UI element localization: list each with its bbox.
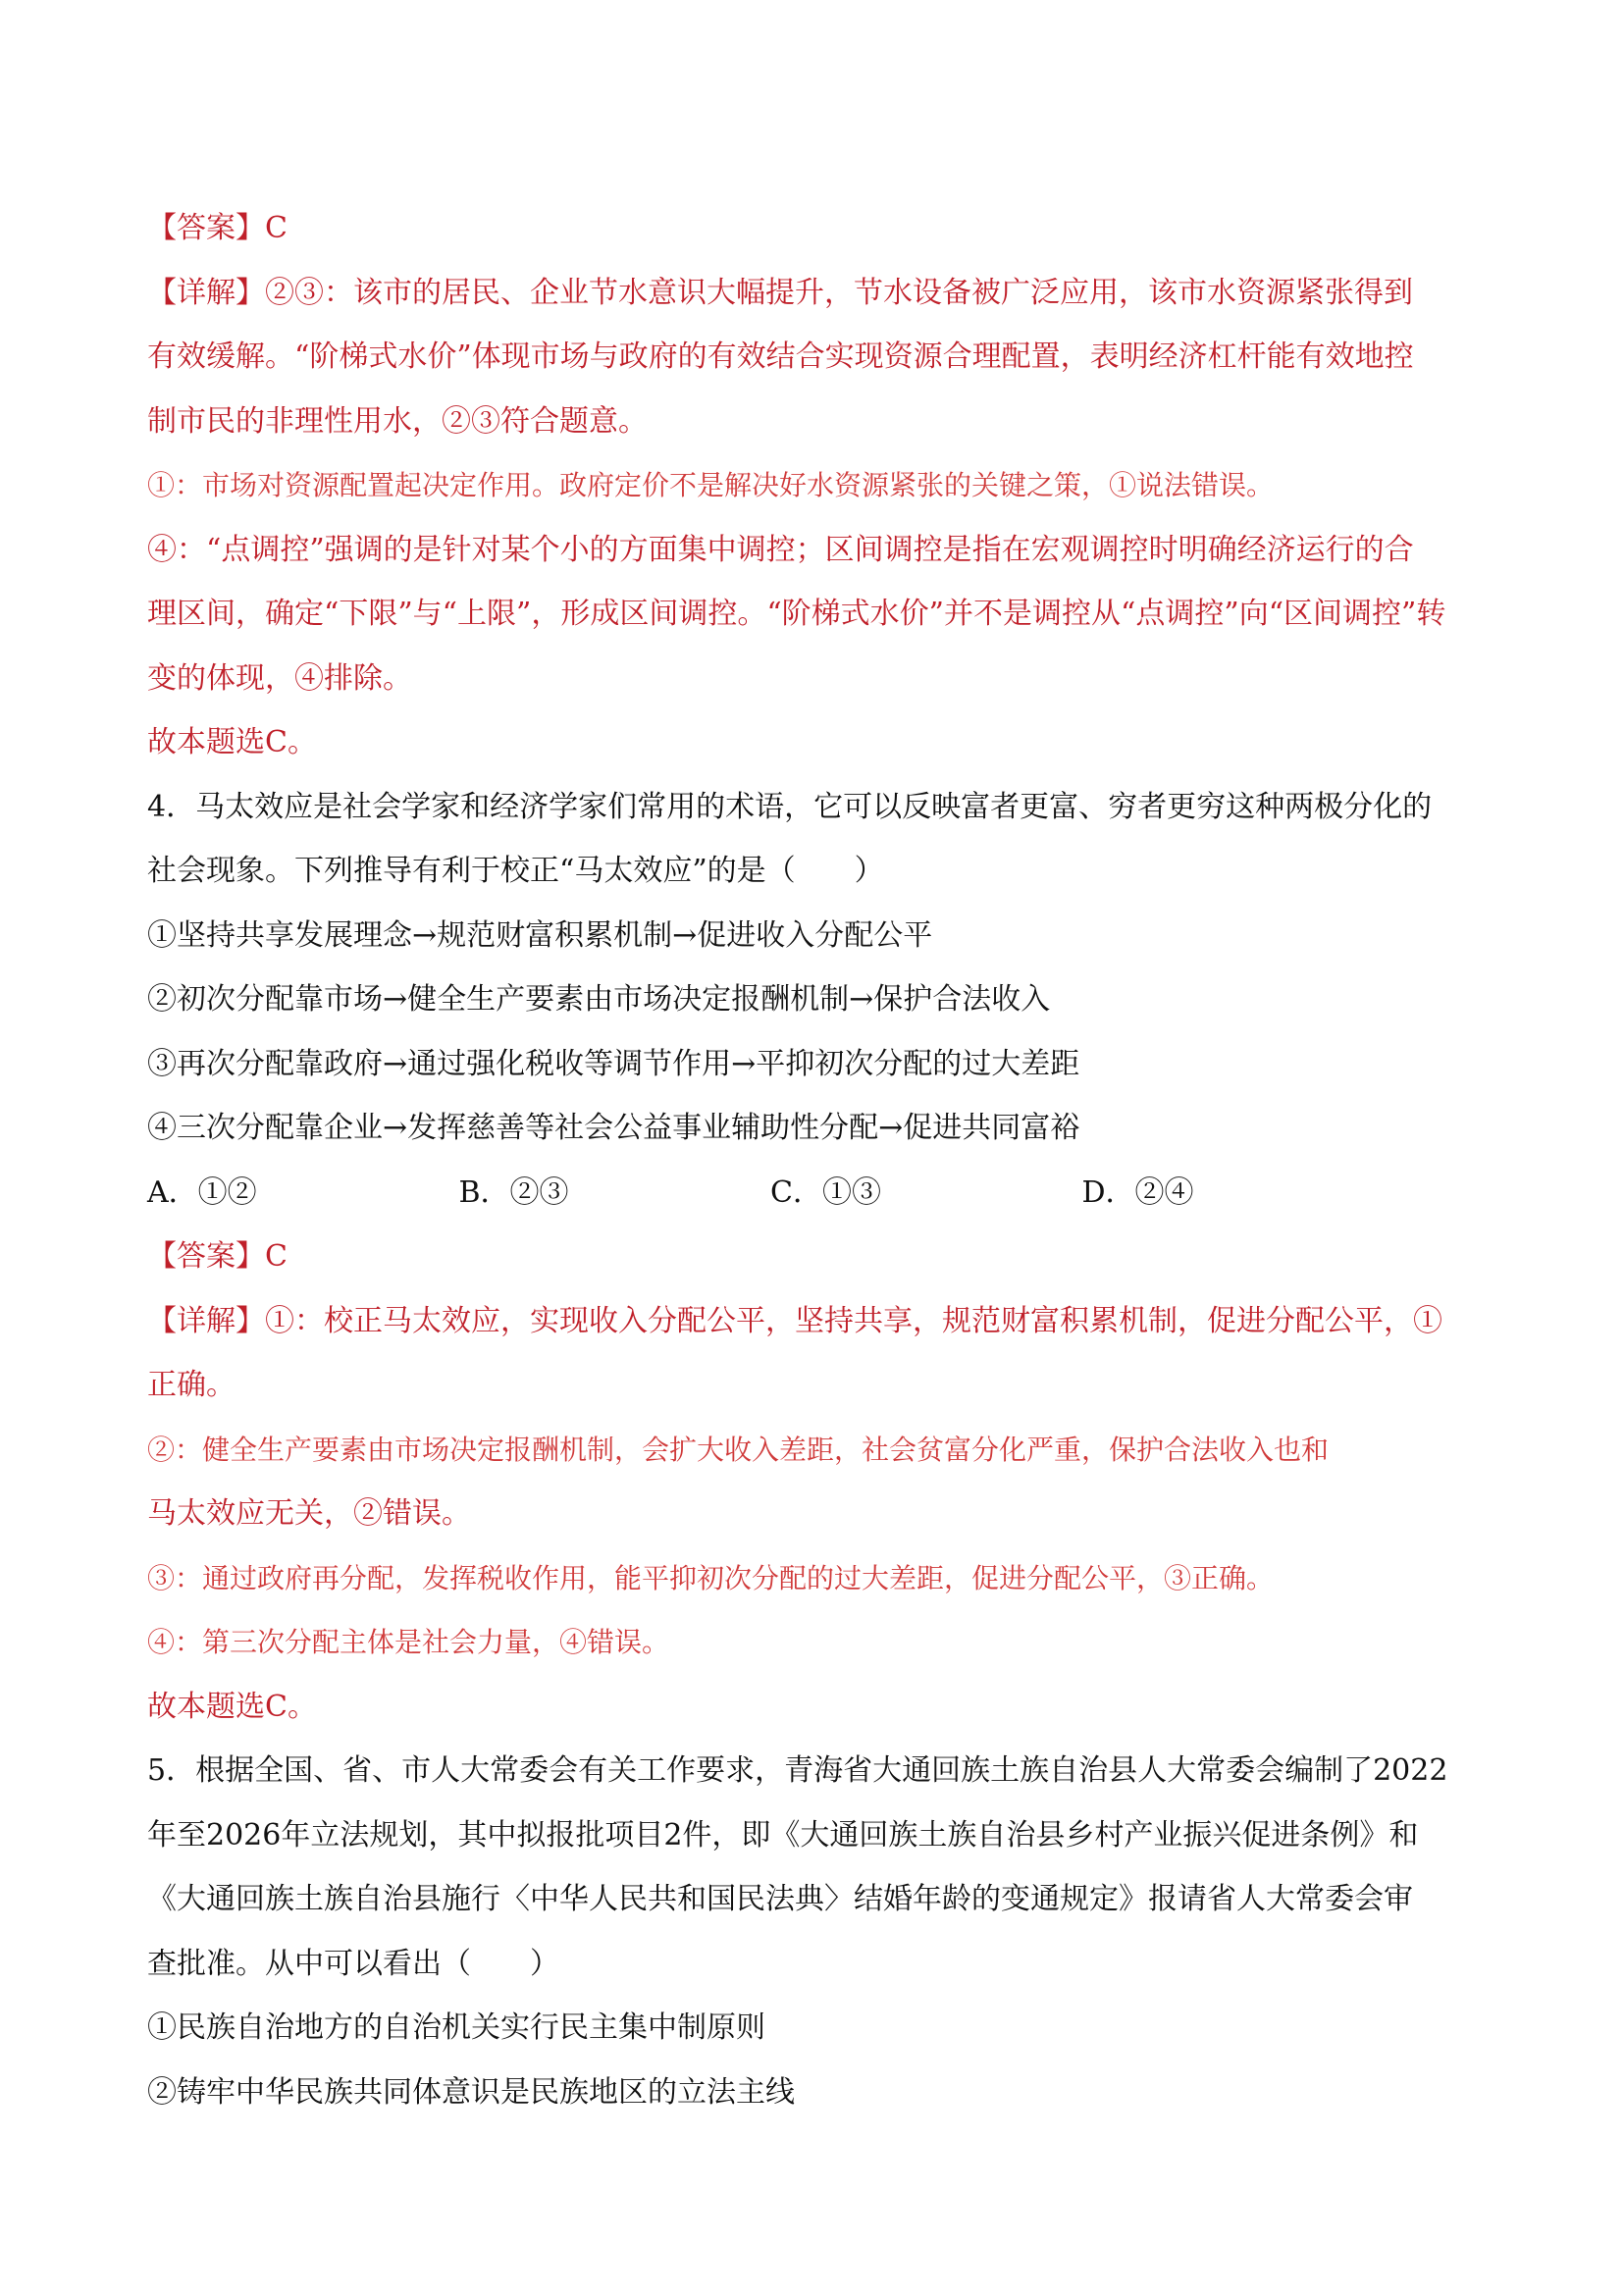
q4-note-3: ③：通过政府再分配，发挥税收作用，能平抑初次分配的过大差距，促进分配公平，③正确。 [147, 1561, 1275, 1594]
q4-statement-2: ②初次分配靠市场→健全生产要素由市场决定报酬机制→保护合法收入 [147, 982, 1051, 1017]
page-content [147, 196, 1448, 2124]
q4-detail-line-1: 【详解】①：校正马太效应，实现收入分配公平，坚持共享，规范财富积累机制，促进分配公平，① [147, 1303, 1442, 1338]
q3-detail-line-3: 制市民的非理性用水，②③符合题意。 [147, 403, 648, 439]
q4-option-c: C．①③ [770, 1174, 881, 1210]
q3-answer: 【答案】C [147, 211, 288, 245]
q4-conclusion: 故本题选C。 [147, 1689, 317, 1724]
q3-conclusion: 故本题选C。 [147, 725, 317, 759]
q4-statement-4: ④三次分配靠企业→发挥慈善等社会公益事业辅助性分配→促进共同富裕 [147, 1111, 1080, 1145]
q5-stem-line-1: 5．根据全国、省、市人大常委会有关工作要求，青海省大通回族土族自治县人大常委会编制了2022 [147, 1753, 1448, 1788]
q5-stem-line-4: 查批准。从中可以看出（ ） [147, 1946, 559, 1981]
q5-stem-line-3: 《大通回族土族自治县施行〈中华人民共和国民法典〉结婚年龄的变通规定》报请省人大常委会审 [147, 1882, 1413, 1916]
q4-note-2-line-1: ②：健全生产要素由市场决定报酬机制，会扩大收入差距，社会贫富分化严重，保护合法收入也和 [147, 1433, 1330, 1466]
q4-option-b: B．②③ [458, 1174, 569, 1210]
q4-options [147, 1161, 1393, 1226]
q4-option-d: D．②④ [1081, 1174, 1194, 1210]
q3-detail-line-2: 有效缓解。“阶梯式水价”体现市场与政府的有效结合实现资源合理配置，表明经济杠杆能有效地控 [147, 339, 1414, 374]
q4-statement-3: ③再次分配靠政府→通过强化税收等调节作用→平抑初次分配的过大差距 [147, 1046, 1080, 1081]
q4-answer: 【答案】C [147, 1239, 288, 1274]
q3-note-4-line-2: 理区间，确定“下限”与“上限”，形成区间调控。“阶梯式水价”并不是调控从“点调控”向“区间调控”转 [147, 597, 1446, 631]
q4-stem-line-1: 4．马太效应是社会学家和经济学家们常用的术语，它可以反映富者更富、穷者更穷这种两极分化的 [147, 789, 1433, 824]
q3-note-1: ①：市场对资源配置起决定作用。政府定价不是解决好水资源紧张的关键之策，①说法错误。 [147, 469, 1275, 501]
q4-statement-1: ①坚持共享发展理念→规范财富积累机制→促进收入分配公平 [147, 917, 933, 953]
q4-option-a: A．①② [147, 1174, 257, 1210]
q5-statement-1: ①民族自治地方的自治机关实行民主集中制原则 [147, 2010, 765, 2045]
q4-note-4: ④：第三次分配主体是社会力量，④错误。 [147, 1626, 670, 1658]
q5-stem-line-2: 年至2026年立法规划，其中拟报批项目2件，即《大通回族土族自治县乡村产业振兴促进条例》和 [147, 1817, 1419, 1852]
q5-statement-2: ②铸牢中华民族共同体意识是民族地区的立法主线 [147, 2074, 795, 2110]
q3-note-4-line-3: 变的体现，④排除。 [147, 660, 412, 696]
q4-detail-line-2: 正确。 [147, 1368, 236, 1402]
q4-stem-line-2: 社会现象。下列推导有利于校正“马太效应”的是（ ） [147, 854, 884, 888]
q3-note-4-line-1: ④：“点调控”强调的是针对某个小的方面集中调控；区间调控是指在宏观调控时明确经济运行的合 [147, 532, 1414, 567]
q4-note-2-line-2: 马太效应无关，②错误。 [147, 1496, 471, 1531]
q3-detail-line-1: 【详解】②③：该市的居民、企业节水意识大幅提升，节水设备被广泛应用，该市水资源紧张得到 [147, 275, 1413, 310]
